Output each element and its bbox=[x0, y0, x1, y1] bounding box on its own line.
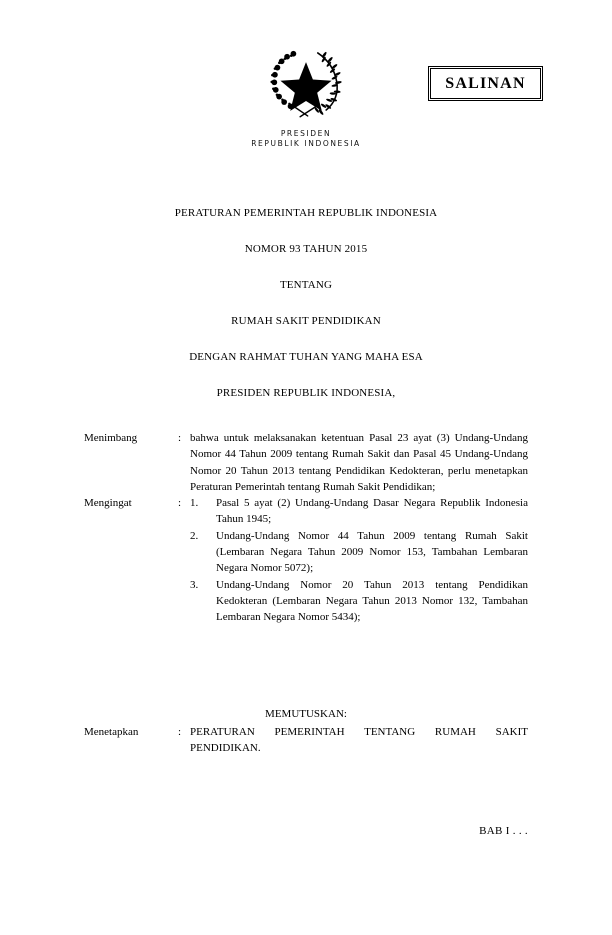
preamble-block bbox=[84, 430, 528, 626]
decision-colon: : bbox=[178, 726, 182, 738]
legal-basis-list-wrapper bbox=[190, 495, 528, 625]
decision-label: Menetapkan bbox=[84, 726, 139, 738]
list-item-text: Undang-Undang Nomor 44 Tahun 2009 tentang Rumah Sakit (Lembaran Negara Tahun 2009 Nomor 153, Tambahan Lembaran Negara Nomor 5072); bbox=[216, 529, 528, 575]
decision-block bbox=[84, 724, 528, 757]
considerations-row bbox=[84, 430, 528, 495]
list-item-number: 3. bbox=[190, 578, 199, 591]
list-item-number: 1. bbox=[190, 497, 199, 510]
list-item bbox=[190, 495, 528, 528]
list-item-text: Pasal 5 ayat (2) Undang-Undang Dasar Negara Republik Indonesia Tahun 1945; bbox=[216, 497, 528, 526]
page-title: PERATURAN PEMERINTAH REPUBLIK INDONESIA bbox=[174, 207, 438, 219]
regulation-number: NOMOR 93 TAHUN 2015 bbox=[244, 243, 368, 255]
about-label: TENTANG bbox=[279, 279, 333, 291]
legal-basis-row bbox=[84, 495, 528, 625]
list-item-text: Undang-Undang Nomor 20 Tahun 2013 tentang Pendidikan Kedokteran (Lembaran Negara Tahun 2013 Nomor 132, Tambahan Lembaran Negara Nomor 5434); bbox=[216, 578, 528, 624]
continuation-note: BAB I . . . bbox=[479, 825, 528, 837]
legal-basis-list bbox=[190, 495, 528, 625]
considerations-label: Menimbang bbox=[84, 432, 138, 444]
emblem-caption-line-2: REPUBLIK INDONESIA bbox=[251, 139, 361, 148]
legal-basis-label: Mengingat bbox=[84, 497, 132, 510]
presidential-seal-star-wreath-emblem bbox=[264, 42, 348, 126]
regulation-subject: RUMAH SAKIT PENDIDIKAN bbox=[231, 315, 381, 327]
emblem-caption-line-1: PRESIDEN bbox=[280, 129, 332, 138]
legal-basis-colon: : bbox=[178, 497, 182, 510]
list-item bbox=[190, 577, 528, 626]
emblem-caption bbox=[0, 129, 612, 149]
salinan-stamp bbox=[428, 66, 543, 101]
title-block bbox=[56, 206, 556, 400]
decision-row bbox=[84, 724, 528, 757]
considerations-text: bahwa untuk melaksanakan ketentuan Pasal 23 ayat (3) Undang-Undang Nomor 44 Tahun 2009 tentang Rumah Sakit dan Pasal 45 Undang-Undang Nomor 20 Tahun 2013 tentang Pendidikan Kedokteran, perlu menetapkan Peraturan Pemerintah tentang Rumah Sakit Pendidikan; bbox=[190, 432, 528, 493]
salinan-stamp-label: SALINAN bbox=[445, 74, 526, 92]
considerations-colon: : bbox=[178, 432, 182, 444]
list-item-number: 2. bbox=[190, 529, 199, 542]
invocation-line: DENGAN RAHMAT TUHAN YANG MAHA ESA bbox=[189, 351, 423, 363]
list-item bbox=[190, 528, 528, 577]
decision-heading: MEMUTUSKAN: bbox=[265, 708, 347, 720]
issuer-line: PRESIDEN REPUBLIK INDONESIA, bbox=[216, 387, 396, 399]
decision-text: PERATURAN PEMERINTAH TENTANG RUMAH SAKIT PENDIDIKAN. bbox=[190, 726, 528, 755]
